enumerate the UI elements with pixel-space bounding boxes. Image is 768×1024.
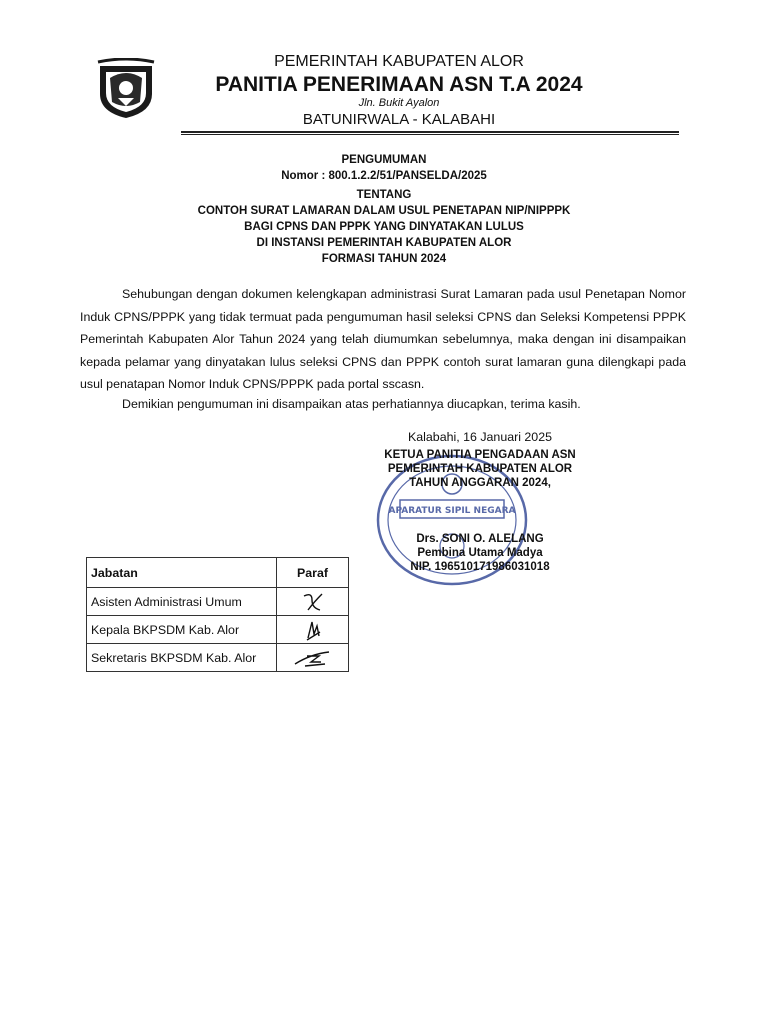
subject-line: CONTOH SURAT LAMARAN DALAM USUL PENETAPAN NIP/NIPPPK [197,205,571,217]
paraf-table [86,557,349,672]
initial-signature-icon [298,590,328,614]
table-row [87,616,349,644]
letterhead-government: PEMERINTAH KABUPATEN ALOR [274,53,524,70]
letterhead-city: BATUNIRWALA - KALABAHI [302,111,496,128]
jabatan-cell: Kepala BKPSDM Kab. Alor [87,616,277,644]
announcement-about: TENTANG [356,189,412,201]
subject-line: FORMASI TAHUN 2024 [321,253,447,265]
table-header-row [87,558,349,588]
announcement-number: Nomor : 800.1.2.2/51/PANSELDA/2025 [281,170,487,182]
signer-rank: Pembina Utama Madya [417,547,543,559]
header-paraf: Paraf [277,558,349,588]
letterhead-address: Jln. Bukit Ayalon [358,97,440,109]
table-row [87,588,349,616]
body-paragraph [80,283,686,396]
signer-nip: NIP. 196510171986031018 [410,561,550,573]
initial-signature-icon [291,646,335,670]
place-date: Kalabahi, 16 Januari 2025 [408,430,552,444]
body-paragraph-2: Demikian pengumuman ini disampaikan atas perhatiannya diucapkan, terima kasih. [122,397,581,411]
jabatan-cell: Sekretaris BKPSDM Kab. Alor [87,644,277,672]
body-paragraph-1: Sehubungan dengan dokumen kelengkapan administrasi Surat Lamaran pada usul Penetapan Nomor Induk CPNS/PPPK yang tidak termuat pada pengumuman hasil seleksi CPNS dan Seleksi Kompetensi PPPK Pemerintah Kabupaten Alor Tahun 2024 yang telah diumumkan sebelumnya, maka dengan ini disampaikan kepada pelamar yang dinyatakan lulus seleksi CPNS dan PPPK contoh surat lamaran guna dilengkapi pada usul penatapan Nomor Induk CPNS/PPPK pada portal sscasn. [80,287,686,391]
signer-role-line: TAHUN ANGGARAN 2024, [409,477,551,489]
signer-role-line: KETUA PANITIA PENGADAAN ASN [384,449,576,461]
closing-paragraph [80,393,686,416]
announcement-title: PENGUMUMAN [341,154,427,166]
paraf-cell [277,588,349,616]
initial-signature-icon [298,618,328,642]
signer-role-line: PEMERINTAH KABUPATEN ALOR [387,463,573,475]
paraf-cell [277,644,349,672]
jabatan-cell: Asisten Administrasi Umum [87,588,277,616]
paraf-cell [277,616,349,644]
letterhead-rule-thin [181,134,679,135]
signer-name: Drs. SONI O. ALELANG [416,533,544,545]
letterhead-committee: PANITIA PENERIMAAN ASN T.A 2024 [215,73,583,96]
subject-line: BAGI CPNS DAN PPPK YANG DINYATAKAN LULUS [244,221,524,233]
table-row [87,644,349,672]
letterhead-rule [181,131,679,133]
header-jabatan: Jabatan [87,558,277,588]
stamp-text: APARATUR SIPIL NEGARA [388,506,516,516]
subject-line: DI INSTANSI PEMERINTAH KABUPATEN ALOR [256,237,512,249]
